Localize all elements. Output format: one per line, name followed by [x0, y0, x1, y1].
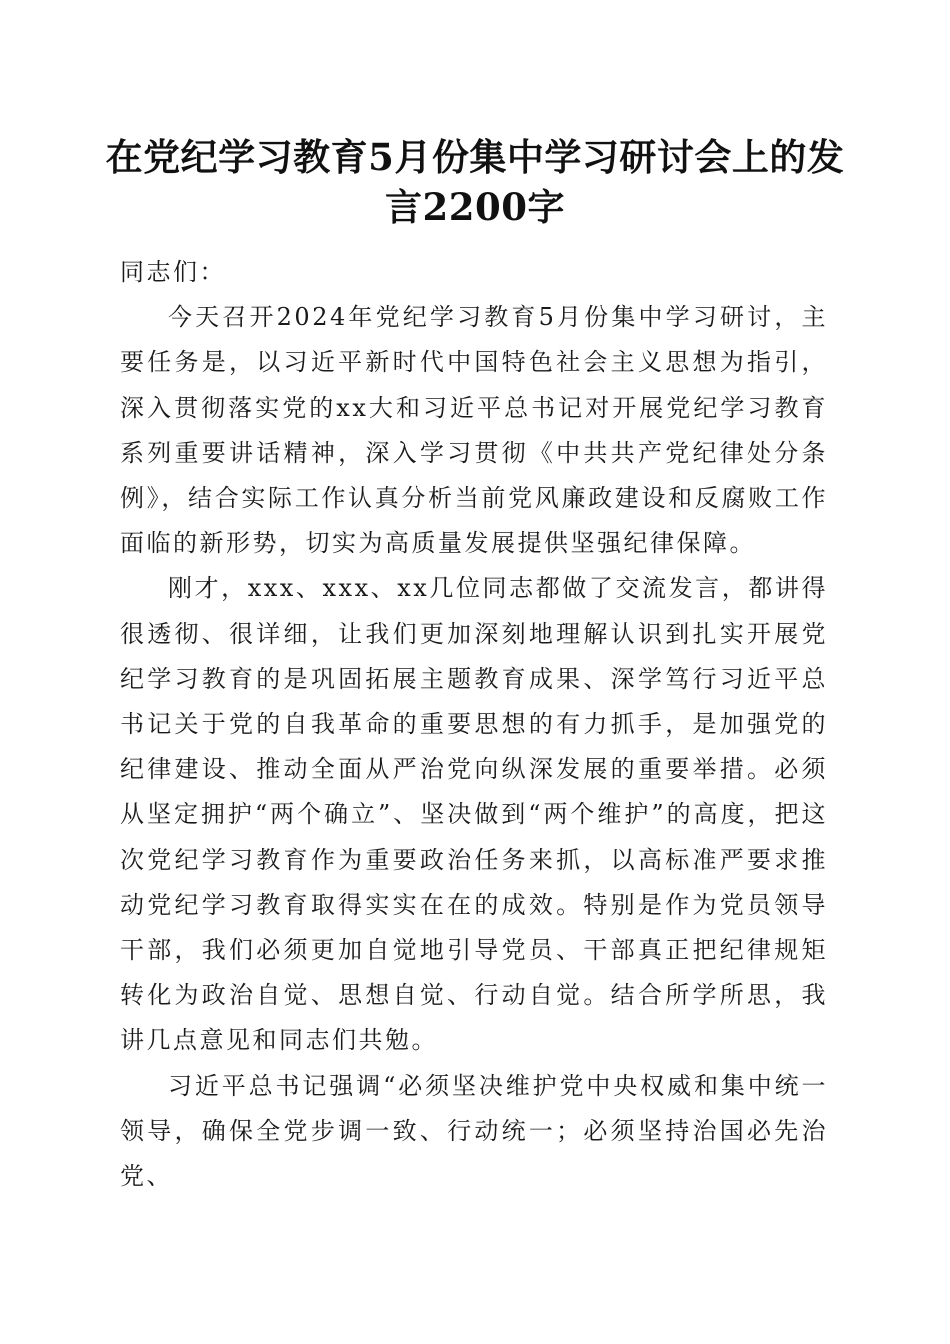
- title-line-1: 在党纪学习教育5月份集中学习研讨会上的发: [105, 135, 845, 179]
- document-title: [100, 132, 850, 232]
- paragraph-1: 今天召开2024年党纪学习教育5月份集中学习研讨，主要任务是，以习近平新时代中国特色社会主义思想为指引，深入贯彻落实党的xx大和习近平总书记对开展党纪学习教育系列重要讲话精神，深入学习贯彻《中共共产党纪律处分条例》，结合实际工作认真分析当前党风廉政建设和反腐败工作面临的新形势，切实为高质量发展提供坚强纪律保障。: [120, 303, 828, 558]
- document-body: [120, 250, 828, 1199]
- paragraph-2: 刚才，xxx、xxx、xx几位同志都做了交流发言，都讲得很透彻、很详细，让我们更加深刻地理解认识到扎实开展党纪学习教育的是巩固拓展主题教育成果、深学笃行习近平总书记关于党的自我革命的重要思想的有力抓手，是加强党的纪律建设、推动全面从严治党向纵深发展的重要举措。必须从坚定拥护“两个确立”、坚决做到“两个维护”的高度，把这次党纪学习教育作为重要政治任务来抓，以高标准严要求推动党纪学习教育取得实实在在的成效。特别是作为党员领导干部，我们必须更加自觉地引导党员、干部真正把纪律规矩转化为政治自觉、思想自觉、行动自觉。结合所学所思，我讲几点意见和同志们共勉。: [120, 574, 828, 1055]
- salutation: 同志们：: [120, 258, 226, 286]
- title-line-2: 言2200字: [385, 185, 565, 229]
- paragraph-3: 习近平总书记强调“必须坚决维护党中央权威和集中统一领导，确保全党步调一致、行动统一；必须坚持治国必先治党、: [120, 1071, 828, 1191]
